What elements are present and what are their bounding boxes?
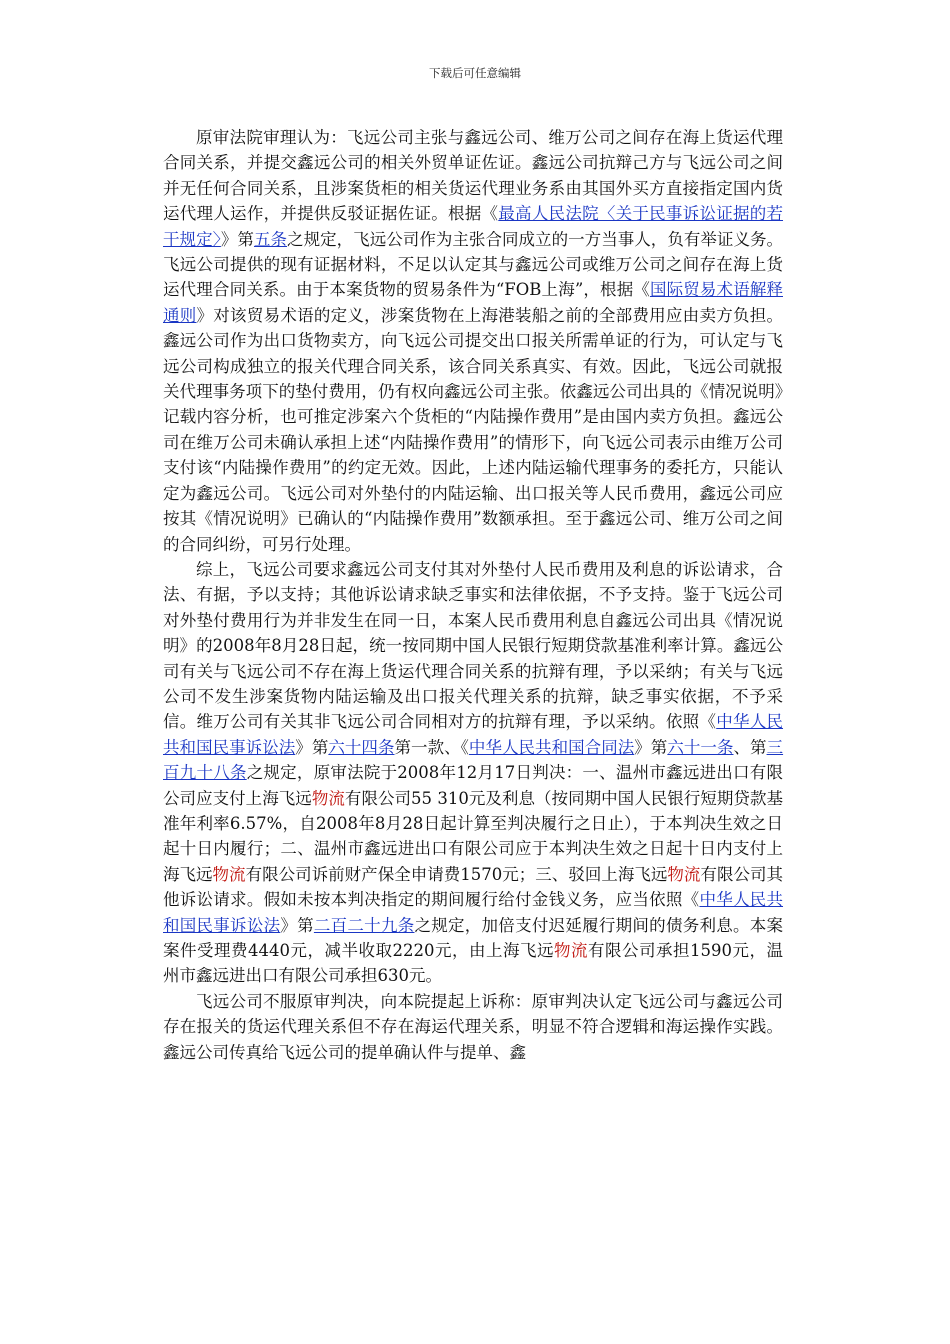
text-run: 第一款、《: [394, 737, 469, 757]
text-run: 》第: [634, 737, 668, 757]
paragraph: [163, 989, 783, 1065]
text-run: 之规定，飞远公司作为主张合同成立的一方当事人，负有举证义务。飞远公司提供的现有证据材料，不足以认定其与鑫远公司或维万公司之间存在海上货运代理合同关系。由于本案货物的贸易条件为“FOB上海”，根据《: [163, 229, 784, 300]
document-body: [163, 125, 783, 1065]
text-run: 综上，飞远公司要求鑫远公司支付其对外垫付人民币费用及利息的诉讼请求，合法、有据，予以支持；其他诉讼请求缺乏事实和法律依据，不予支持。鉴于飞远公司对外垫付费用行为并非发生在同一日，本案人民币费用利息自鑫远公司出具《情况说明》的2008年8月28日起，统一按同期中国人民银行短期贷款基准利率计算。鑫远公司有关与飞远公司不存在海上货运代理合同关系的抗辩有理，予以采纳；有关与飞远公司不发生涉案货物内陆运输及出口报关代理关系的抗辩，缺乏事实依据，不予采信。维万公司有关其非飞远公司合同相对方的抗辩有理，予以采纳。依照《: [163, 559, 783, 732]
text-run: 》第: [220, 229, 254, 249]
law-reference-link[interactable]: 国际贸易术语解释通则: [163, 280, 783, 325]
law-reference-link[interactable]: 三百九十八条: [163, 737, 784, 783]
text-run: 有限公司诉前财产保全申请费1570元；三、驳回上海飞远: [245, 864, 668, 884]
law-reference-link[interactable]: 中华人民共和国民事诉讼法: [163, 712, 784, 757]
law-reference-link[interactable]: 五条: [253, 229, 288, 249]
law-reference-link[interactable]: 六十四条: [328, 737, 395, 757]
page-header: 下载后可任意编辑: [429, 66, 521, 80]
text-run: 、第: [733, 737, 767, 757]
law-reference-link[interactable]: 二百二十九条: [313, 915, 415, 935]
text-run: 》第: [280, 915, 314, 935]
law-reference-link[interactable]: 最高人民法院〈关于民事诉讼证据的若干规定〉: [163, 204, 784, 249]
text-run: 之规定，原审法院于2008年12月17日判决：一、温州市鑫远进出口有限公司应支付上海飞远: [163, 763, 784, 808]
paragraph: [163, 557, 783, 989]
text-run: 有限公司其他诉讼请求。假如未按本判决指定的期间履行给付金钱义务，应当依照《: [163, 864, 784, 910]
highlighted-keyword: 物流: [667, 864, 701, 884]
text-run: 有限公司承担1590元，温州市鑫远进出口有限公司承担630元。: [163, 941, 784, 986]
law-reference-link[interactable]: 中华人民共和国合同法: [468, 737, 635, 757]
text-run: 》第: [295, 737, 329, 757]
law-reference-link[interactable]: 中华人民共和国民事诉讼法: [163, 890, 784, 935]
highlighted-keyword: 物流: [554, 941, 589, 960]
text-run: 之规定，加倍支付迟延履行期间的债务利息。本案案件受理费4440元，减半收取2220元，由上海飞远: [163, 915, 784, 960]
text-run: 飞远公司不服原审判决，向本院提起上诉称：原审判决认定飞远公司与鑫远公司存在报关的货运代理关系但不存在海运代理关系，明显不符合逻辑和海运操作实践。鑫远公司传真给飞远公司的提单确认件与提单、鑫: [163, 991, 783, 1062]
highlighted-keyword: 物流: [212, 864, 246, 884]
law-reference-link[interactable]: 六十一条: [667, 737, 734, 757]
text-run: 》对该贸易术语的定义，涉案货物在上海港装船之前的全部费用应由卖方负担。鑫远公司作为出口货物卖方，向飞远公司提交出口报关所需单证的行为，可认定与飞远公司构成独立的报关代理合同关系，该合同关系真实、有效。因此，飞远公司就报关代理事务项下的垫付费用，仍有权向鑫远公司主张。依鑫远公司出具的《情况说明》记载内容分析，也可推定涉案六个货柜的“内陆操作费用”是由国内卖方负担。鑫远公司在维万公司未确认承担上述“内陆操作费用”的情形下，向飞远公司表示由维万公司支付该“内陆操作费用”的约定无效。因此，上述内陆运输代理事务的委托方，只能认定为鑫远公司。飞远公司对外垫付的内陆运输、出口报关等人民币费用，鑫远公司应按其《情况说明》已确认的“内陆操作费用”数额承担。至于鑫远公司、维万公司之间的合同纠纷，可另行处理。: [163, 305, 784, 554]
text-run: 有限公司55 310元及利息（按同期中国人民银行短期贷款基准年利率6.57%，自2008年8月28日起计算至判决履行之日止），于本判决生效之日起十日内履行；二、温州市鑫远进出口有限公司应于本判决生效之日起十日内支付上海飞远: [163, 788, 784, 884]
text-run: 原审法院审理认为：飞远公司主张与鑫远公司、维万公司之间存在海上货运代理合同关系，并提交鑫远公司的相关外贸单证佐证。鑫远公司抗辩己方与飞远公司之间并无任何合同关系，且涉案货柜的相关货运代理业务系由其国外买方直接指定国内货运代理人运作，并提供反驳证据佐证。根据《: [163, 128, 783, 224]
paragraph: [163, 125, 783, 557]
highlighted-keyword: 物流: [311, 788, 345, 808]
